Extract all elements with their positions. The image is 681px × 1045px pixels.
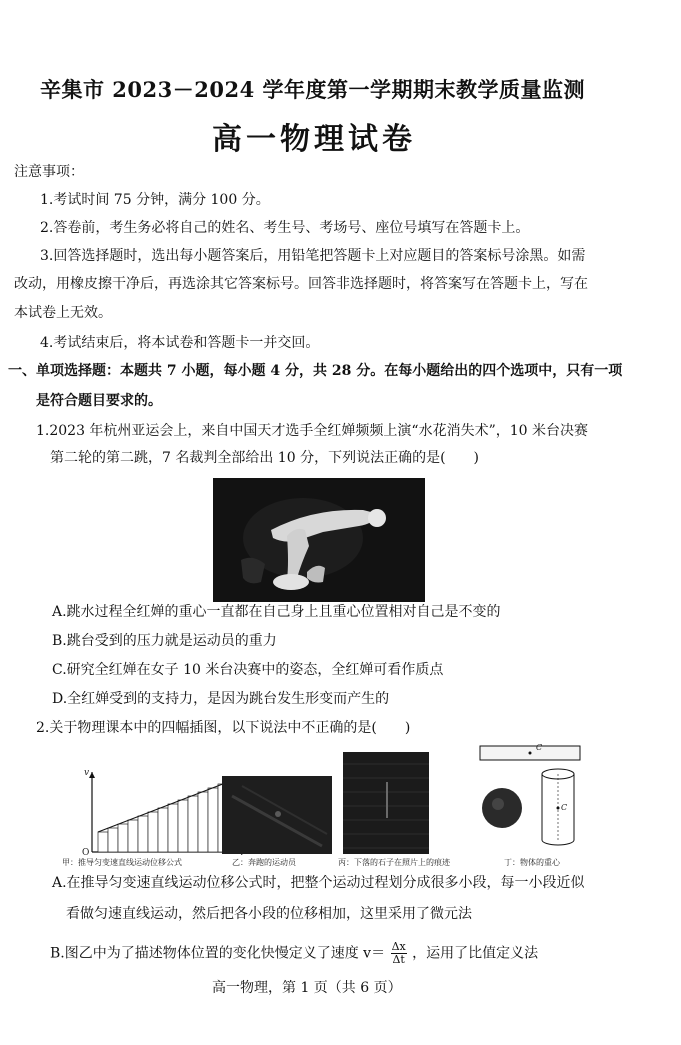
exam-subject-title: 高一物理试卷 bbox=[212, 122, 416, 157]
velocity-fraction bbox=[391, 941, 407, 966]
caption-jia: 甲：推导匀变速直线运动位移公式 bbox=[62, 858, 182, 867]
runner-svg bbox=[222, 776, 332, 854]
page-footer: 高一物理，第 1 页（共 6 页） bbox=[212, 980, 402, 996]
center-of-gravity-svg bbox=[470, 742, 586, 856]
diver-photo-image bbox=[213, 478, 425, 602]
question-1-option-d: D.全红婵受到的支持力，是因为跳台发生形变而产生的 bbox=[52, 691, 390, 707]
section-heading-cont: 是符合题目要求的。 bbox=[36, 393, 162, 409]
notice-item: 2.答卷前，考生务必将自己的姓名、考生号、考场号、座位号填写在答题卡上。 bbox=[40, 220, 530, 236]
question-1-option-b: B.跳台受到的压力就是运动员的重力 bbox=[52, 633, 277, 649]
question-2-option-a: A.在推导匀变速直线运动位移公式时，把整个运动过程划分成很多小段，每一小段近似 bbox=[52, 875, 585, 891]
question-1-option-c: C.研究全红婵在女子 10 米台决赛中的姿态，全红婵可看作质点 bbox=[52, 662, 444, 678]
question-1-stem: 1.2023 年杭州亚运会上，来自中国天才选手全红婵频频上演“水花消失术”，10 米台决赛 bbox=[36, 423, 589, 439]
figure-bing-stone-trace bbox=[343, 752, 429, 854]
question-2-option-b-tail: ，运用了比值定义法 bbox=[412, 945, 539, 962]
exam-header-title: 辛集市 2023－2024 学年度第一学期期末教学质量监测 bbox=[40, 77, 586, 102]
fraction-numerator: Δx bbox=[391, 940, 406, 953]
question-1-stem-cont: 第二轮的第二跳，7 名裁判全部给出 10 分，下列说法正确的是( ) bbox=[50, 450, 479, 466]
figure-yi-runner bbox=[222, 776, 332, 854]
axis-v-label: v bbox=[84, 768, 90, 778]
caption-yi: 乙：奔跑的运动员 bbox=[232, 858, 296, 867]
question-2-option-a-cont: 看做匀速直线运动，然后把各小段的位移相加，这里采用了微元法 bbox=[66, 906, 472, 922]
figure-ding-center-of-gravity bbox=[470, 742, 586, 856]
notice-item: 本试卷上无效。 bbox=[14, 305, 112, 321]
diver-photo bbox=[213, 478, 425, 602]
question-2-stem: 2.关于物理课本中的四幅插图，以下说法中不正确的是( ) bbox=[36, 720, 411, 736]
notice-item: 3.回答选择题时，选出每小题答案后，用铅笔把答题卡上对应题目的答案标号涂黑。如需 bbox=[40, 248, 586, 264]
axis-origin-label: O bbox=[82, 848, 90, 858]
notice-item: 改动，用橡皮擦干净后，再选涂其它答案标号。回答非选择题时，将答案写在答题卡上，写在 bbox=[14, 276, 588, 292]
center-label-rod: C bbox=[536, 743, 543, 752]
fraction-denominator: Δt bbox=[392, 953, 405, 966]
notice-item: 1.考试时间 75 分钟，满分 100 分。 bbox=[40, 192, 270, 208]
center-label-cylinder: C bbox=[561, 803, 568, 812]
notice-heading: 注意事项： bbox=[14, 164, 84, 180]
question-2-option-b bbox=[50, 941, 538, 966]
caption-ding: 丁：物体的重心 bbox=[504, 858, 560, 867]
caption-bing: 丙：下落的石子在照片上的痕迹 bbox=[338, 858, 450, 867]
notice-item: 4.考试结束后，将本试卷和答题卡一并交回。 bbox=[40, 335, 320, 351]
stone-trace-svg bbox=[343, 752, 429, 854]
section-heading: 一、单项选择题：本题共 7 小题，每小题 4 分，共 28 分。在每小题给出的四个选项中，只有一项 bbox=[8, 363, 623, 379]
question-2-option-b-text: B.图乙中为了描述物体位置的变化快慢定义了速度 v＝ bbox=[50, 945, 386, 962]
question-1-option-a: A.跳水过程全红婵的重心一直都在自己身上且重心位置相对自己是不变的 bbox=[52, 604, 501, 620]
